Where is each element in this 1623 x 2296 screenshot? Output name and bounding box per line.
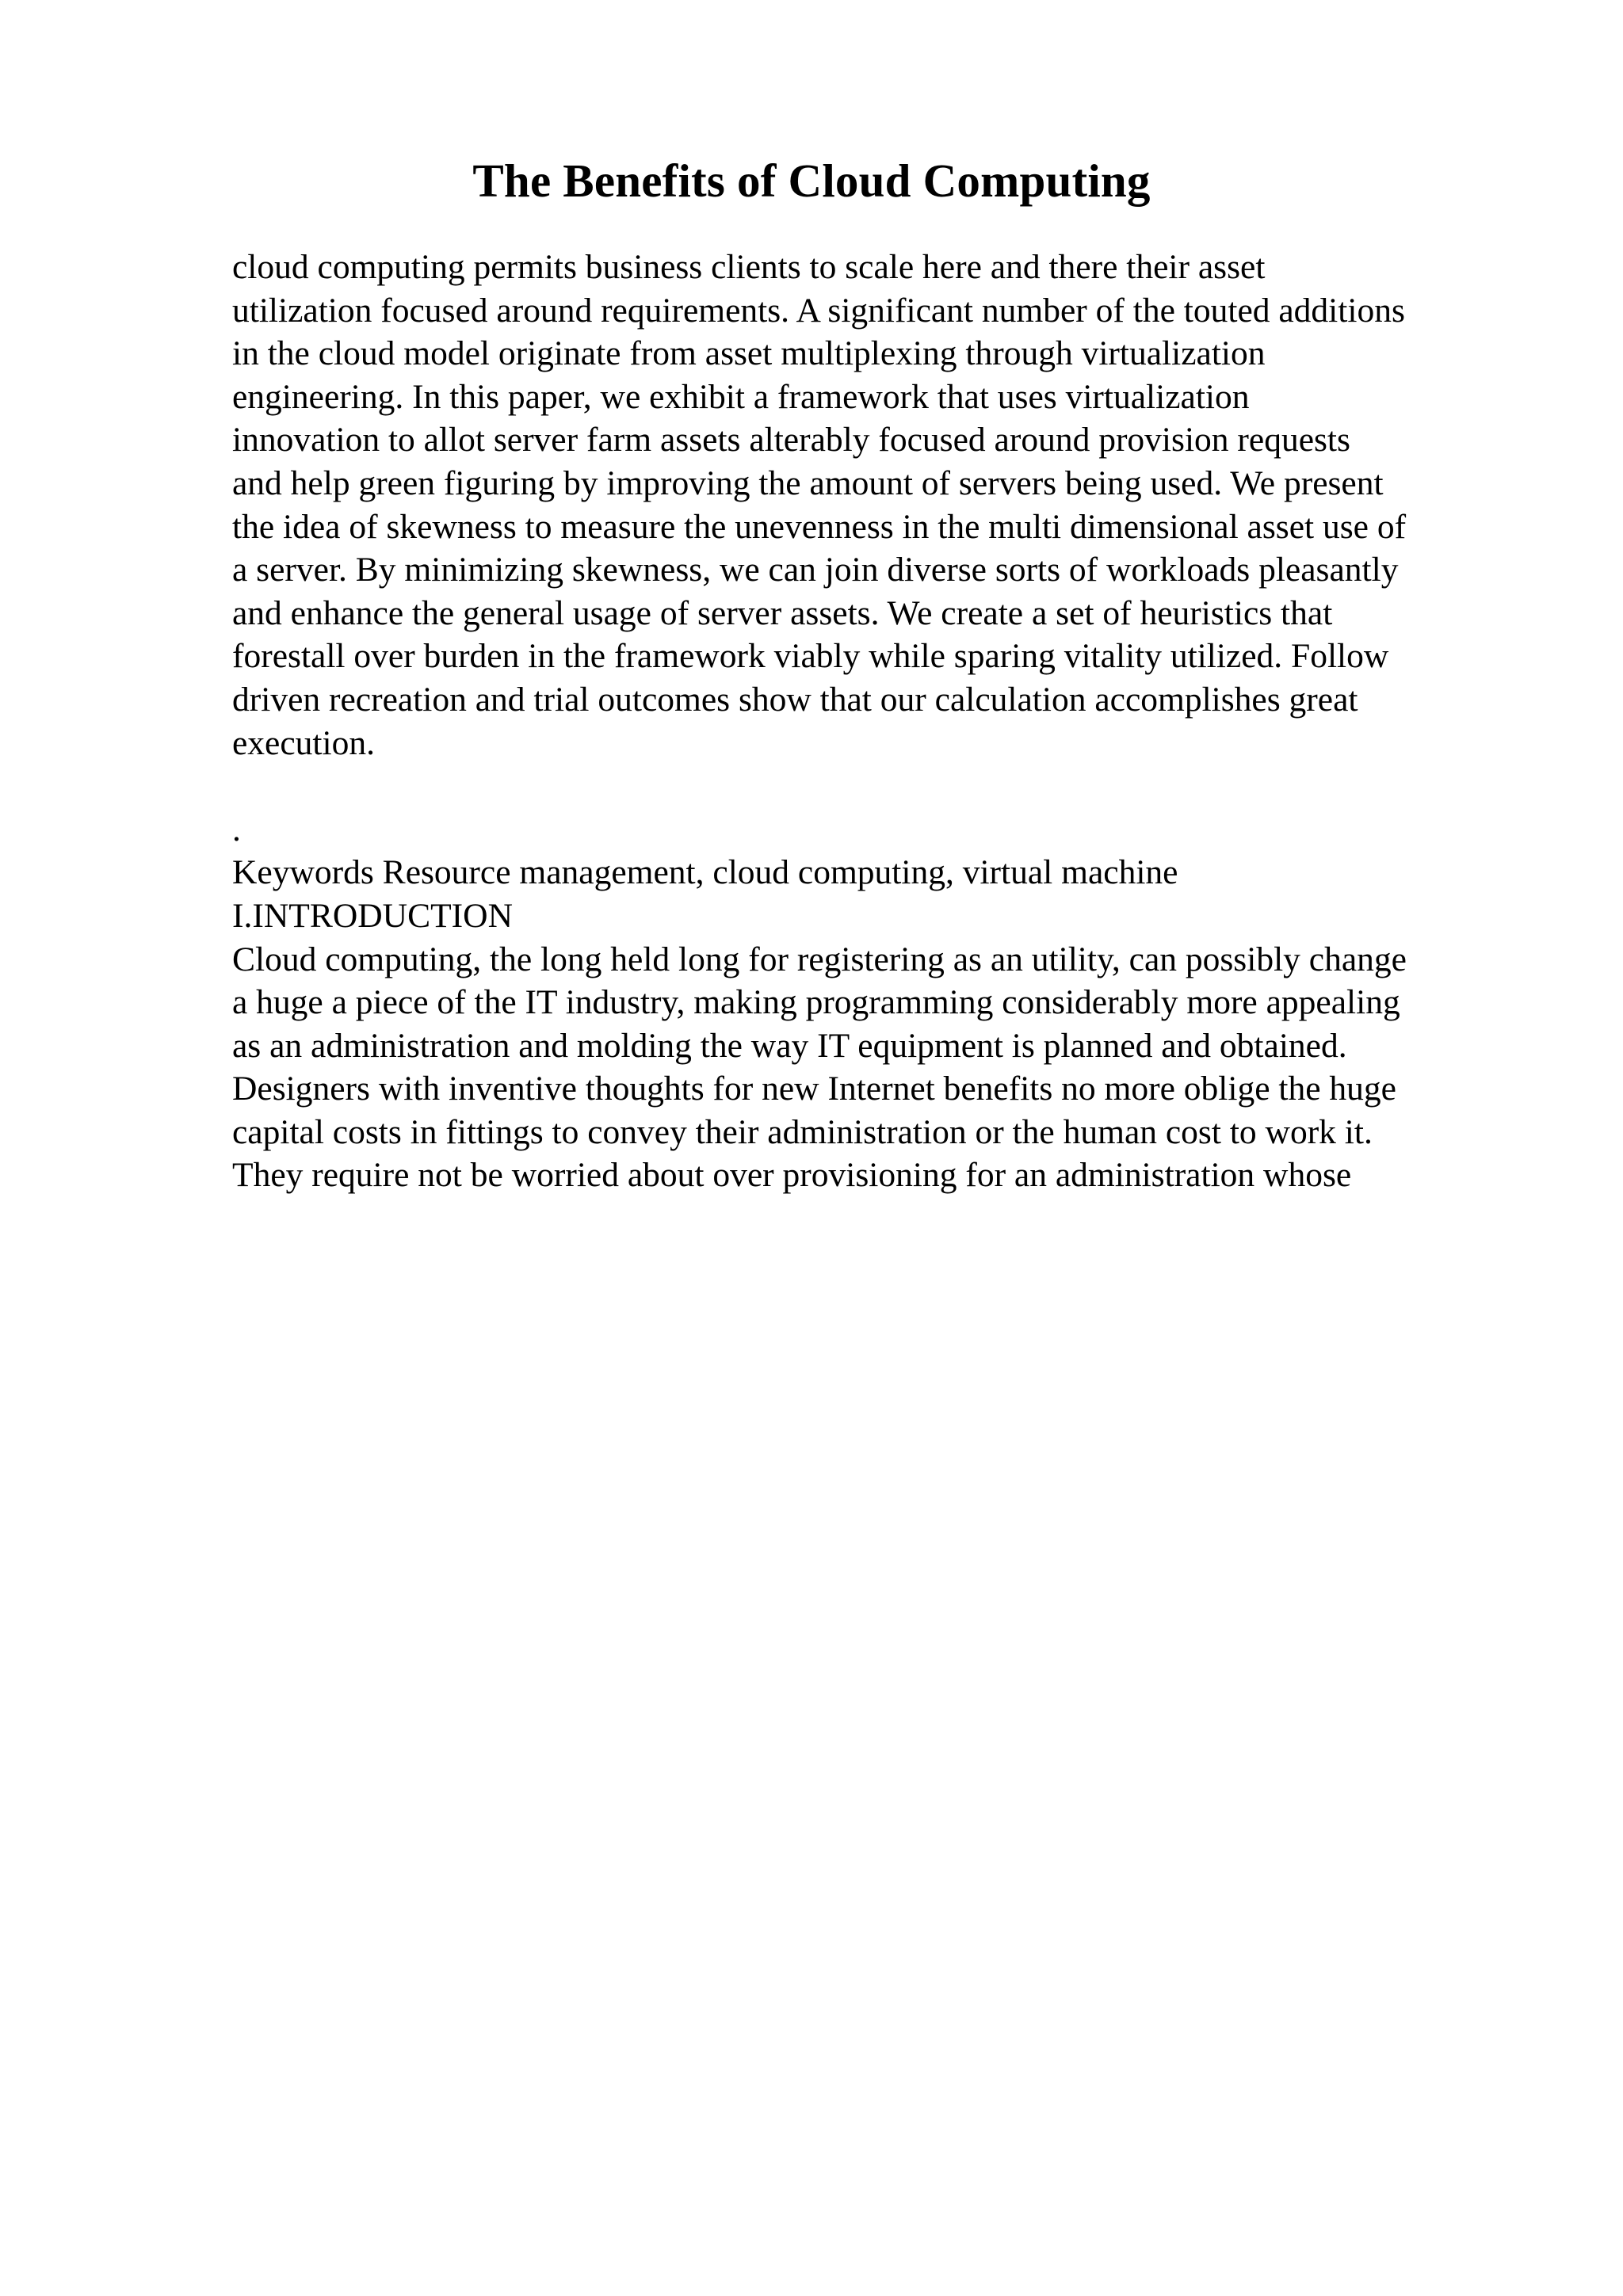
paragraph-spacer bbox=[232, 765, 1516, 808]
introduction-paragraph bbox=[232, 938, 1516, 1198]
abstract-line: and enhance the general usage of server assets. We create a set of heuristics that bbox=[232, 593, 1333, 632]
abstract-line: and help green figuring by improving the amount of servers being used. We present bbox=[232, 463, 1384, 502]
intro-line: a huge a piece of the IT industry, making programming considerably more appealing bbox=[232, 983, 1400, 1022]
abstract-line: in the cloud model originate from asset multiplexing through virtualization bbox=[232, 334, 1266, 373]
abstract-paragraph bbox=[232, 246, 1516, 765]
intro-line: They require not be worried about over provisioning for an administration whose bbox=[232, 1156, 1352, 1195]
keywords-line: Keywords Resource management, cloud computing, virtual machine bbox=[232, 853, 1178, 892]
intro-line: Cloud computing, the long held long for registering as an utility, can possibly change bbox=[232, 940, 1407, 978]
intro-line: capital costs in fittings to convey their administration or the human cost to work it. bbox=[232, 1112, 1373, 1151]
abstract-line: innovation to allot server farm assets alterably focused around provision requests bbox=[232, 421, 1350, 460]
abstract-line: a server. By minimizing skewness, we can join diverse sorts of workloads pleasantly bbox=[232, 551, 1399, 589]
section-heading: I.INTRODUCTION bbox=[232, 896, 513, 935]
abstract-line: driven recreation and trial outcomes show that our calculation accomplishes great bbox=[232, 680, 1358, 719]
abstract-line: forestall over burden in the framework viably while sparing vitality utilized. Follow bbox=[232, 637, 1389, 676]
separator-dot: . bbox=[232, 810, 241, 849]
abstract-line: the idea of skewness to measure the unevenness in the multi dimensional asset use of bbox=[232, 507, 1407, 546]
document-body bbox=[232, 246, 1516, 1197]
abstract-line: cloud computing permits business clients to scale here and there their asset bbox=[232, 248, 1266, 286]
intro-line: as an administration and molding the way IT equipment is planned and obtained. bbox=[232, 1026, 1347, 1065]
document-title: The Benefits of Cloud Computing bbox=[472, 154, 1151, 207]
abstract-line: execution. bbox=[232, 723, 375, 762]
abstract-line: utilization focused around requirements. A significant number of the touted additions bbox=[232, 291, 1405, 330]
abstract-line: engineering. In this paper, we exhibit a framework that uses virtualization bbox=[232, 377, 1250, 416]
intro-line: Designers with inventive thoughts for new Internet benefits no more oblige the huge bbox=[232, 1070, 1396, 1108]
